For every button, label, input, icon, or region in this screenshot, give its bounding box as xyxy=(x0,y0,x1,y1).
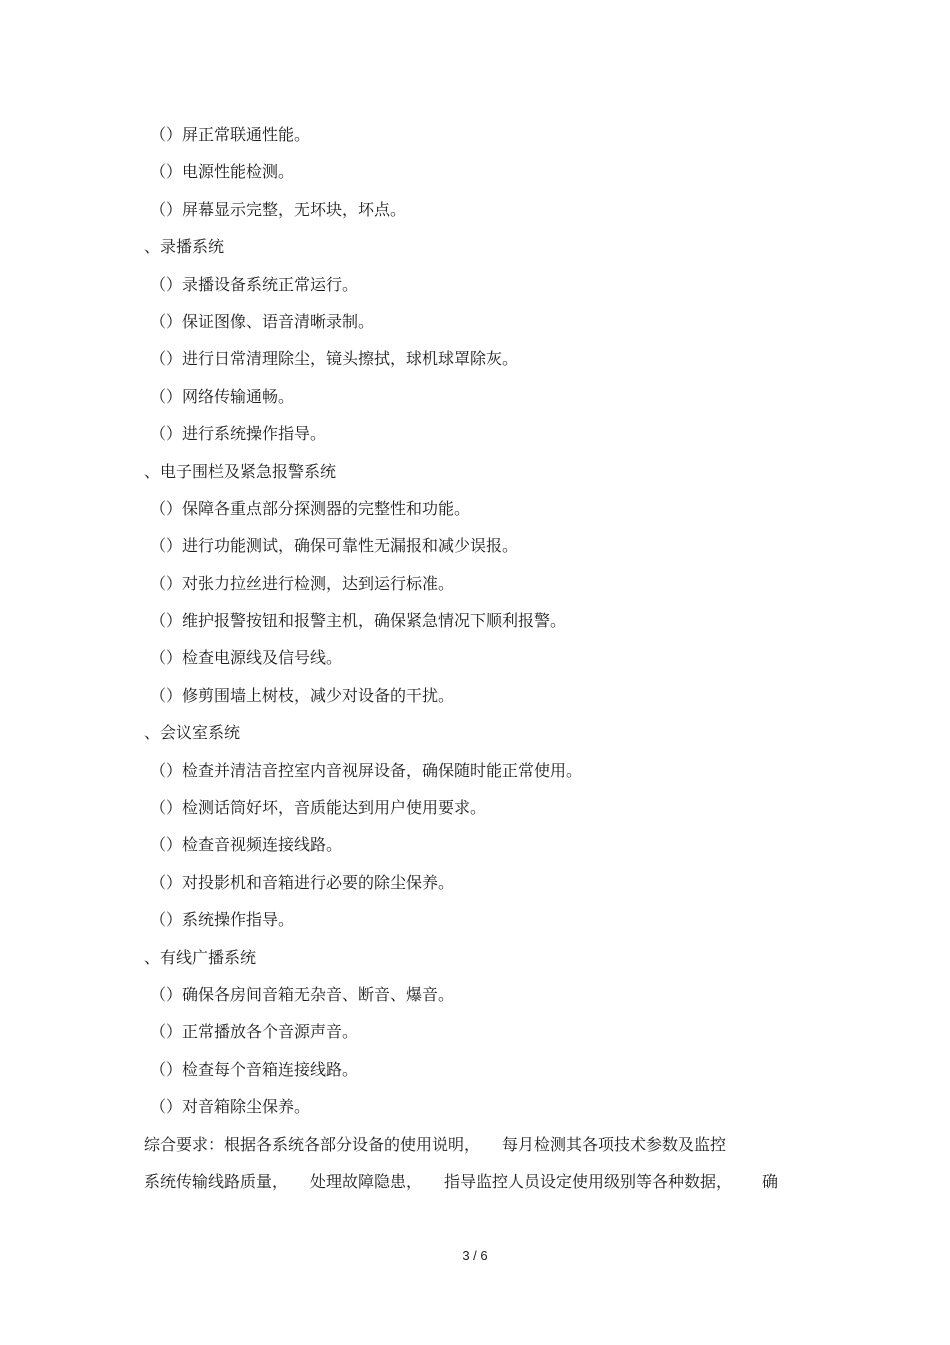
section-heading: 、录播系统 xyxy=(144,237,225,257)
list-item: （）屏正常联通性能。 xyxy=(150,125,311,144)
summary-text: 处理故障隐患， xyxy=(310,1171,423,1191)
list-item: （）保障各重点部分探测器的完整性和功能。 xyxy=(150,498,471,518)
page-number: 3 / 6 xyxy=(462,1248,488,1263)
list-item: （）检查每个音箱连接线路。 xyxy=(150,1059,359,1079)
list-item: （）对投影机和音箱进行必要的除尘保养。 xyxy=(150,872,455,892)
section-heading: 、电子围栏及紧急报警系统 xyxy=(144,461,337,481)
list-item: （）修剪围墙上树枝，减少对设备的干扰。 xyxy=(150,685,455,705)
list-item: （）屏幕显示完整，无坏块，坏点。 xyxy=(150,199,407,219)
list-item: （）对张力拉丝进行检测，达到运行标准。 xyxy=(150,573,455,593)
list-item: （）进行日常清理除尘，镜头擦拭，球机球罩除灰。 xyxy=(150,349,519,369)
list-item: （）电源性能检测。 xyxy=(150,162,295,182)
section-heading: 、会议室系统 xyxy=(144,723,241,743)
summary-text: 综合要求：根据各系统各部分设备的使用说明， xyxy=(144,1134,481,1154)
document-body xyxy=(144,121,824,1205)
summary-line-1 xyxy=(144,1131,824,1168)
summary-line-2 xyxy=(144,1168,824,1205)
list-item: （）对音箱除尘保养。 xyxy=(150,1097,311,1117)
list-item: （）维护报警按钮和报警主机，确保紧急情况下顺利报警。 xyxy=(150,611,567,631)
summary-text: 指导监控人员设定使用级别等各种数据， xyxy=(444,1171,733,1191)
list-item: （）网络传输通畅。 xyxy=(150,386,295,406)
list-item: （）检测话筒好坏，音质能达到用户使用要求。 xyxy=(150,798,487,818)
list-item: （）检查电源线及信号线。 xyxy=(150,648,343,668)
summary-text: 系统传输线路质量， xyxy=(144,1171,289,1191)
list-item: （）检查并清洁音控室内音视屏设备，确保随时能正常使用。 xyxy=(150,760,583,780)
list-item: （）检查音视频连接线路。 xyxy=(150,835,343,855)
summary-text: 确 xyxy=(762,1171,779,1191)
list-item: （）进行系统操作指导。 xyxy=(150,424,327,444)
list-item: （）保证图像、语音清晰录制。 xyxy=(150,311,375,331)
list-item: （）录播设备系统正常运行。 xyxy=(150,274,359,294)
section-heading: 、有线广播系统 xyxy=(144,947,257,967)
list-item: （）系统操作指导。 xyxy=(150,910,295,930)
list-item: （）正常播放各个音源声音。 xyxy=(150,1022,359,1042)
summary-text: 每月检测其各项技术参数及监控 xyxy=(502,1134,727,1154)
list-item: （）确保各房间音箱无杂音、断音、爆音。 xyxy=(150,984,455,1004)
list-item: （）进行功能测试，确保可靠性无漏报和减少误报。 xyxy=(150,536,519,556)
